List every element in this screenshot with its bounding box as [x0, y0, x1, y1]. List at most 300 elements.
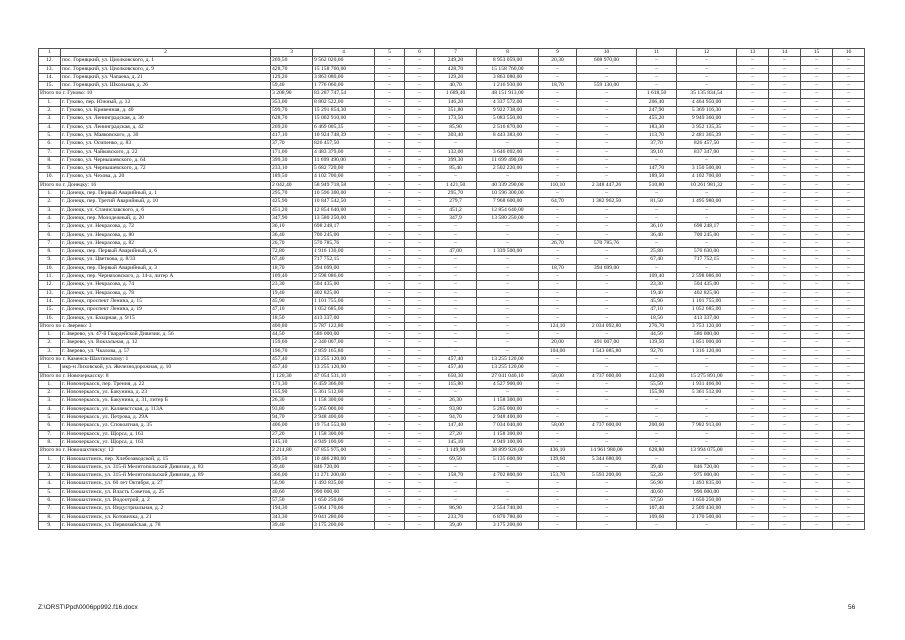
value-cell: 147,40 [435, 422, 477, 430]
value-cell: – [577, 73, 637, 81]
value-cell: – [801, 306, 833, 314]
value-cell: 413 337,00 [313, 314, 375, 322]
value-cell: – [637, 397, 677, 405]
value-cell: – [801, 405, 833, 413]
address-cell: г. Гуково, ул. Чехова, д. 20 [61, 173, 271, 181]
subtotal-cell: 2 214,80 [271, 447, 313, 455]
value-cell: 4 949 100,00 [477, 438, 539, 446]
value-cell: – [769, 505, 801, 513]
table-row [39, 82, 865, 90]
value-cell: – [737, 480, 769, 488]
value-cell: – [405, 115, 435, 123]
row-number: 3. [39, 397, 61, 405]
value-cell: – [539, 206, 577, 214]
value-cell: – [375, 123, 405, 131]
value-cell: 18,50 [637, 314, 677, 322]
value-cell: – [435, 347, 477, 355]
value-cell: – [435, 239, 477, 247]
value-cell: – [375, 389, 405, 397]
value-cell: – [637, 521, 677, 529]
value-cell: – [801, 65, 833, 73]
value-cell: – [405, 57, 435, 65]
value-cell: 1 216 930,00 [477, 82, 539, 90]
value-cell: – [435, 297, 477, 305]
value-cell: – [375, 339, 405, 347]
subtotal-cell: – [801, 181, 833, 189]
value-cell: 717 752,15 [313, 256, 375, 264]
value-cell: – [769, 190, 801, 198]
value-cell: 183,30 [637, 123, 677, 131]
value-cell: – [677, 455, 737, 463]
value-cell: 11 271 200,00 [313, 472, 375, 480]
value-cell: – [577, 438, 637, 446]
value-cell: 1 101 755,00 [313, 297, 375, 305]
value-cell: 85,40 [435, 165, 477, 173]
subtotal-cell: 83 287 747,54 [313, 90, 375, 98]
value-cell: – [769, 455, 801, 463]
value-cell: – [539, 306, 577, 314]
subtotal-cell: 14 961 980,00 [577, 447, 637, 455]
row-number: 2. [39, 389, 61, 397]
value-cell: – [769, 339, 801, 347]
address-cell: г. Зверево, ул. Чкалова, д. 57 [61, 347, 271, 355]
subtotal-cell: – [677, 355, 737, 363]
value-cell: – [375, 256, 405, 264]
value-cell: – [677, 57, 737, 65]
value-cell: 37,70 [637, 140, 677, 148]
value-cell: 94,70 [271, 414, 313, 422]
value-cell: – [769, 281, 801, 289]
value-cell: – [405, 289, 435, 297]
value-cell: 608 970,00 [577, 57, 637, 65]
row-number: 8. [39, 513, 61, 521]
value-cell: – [375, 173, 405, 181]
value-cell: – [637, 57, 677, 65]
value-cell: 39,40 [637, 463, 677, 471]
value-cell: 451,2 [435, 206, 477, 214]
value-cell: – [477, 389, 539, 397]
value-cell: – [833, 107, 865, 115]
file-path-footer: Z:\ORST\Ppd\0006pp992.f16.docx [38, 604, 138, 611]
value-cell: – [801, 148, 833, 156]
value-cell: – [577, 463, 637, 471]
row-number: 1. [39, 98, 61, 106]
value-cell: – [539, 488, 577, 496]
value-cell: – [577, 165, 637, 173]
value-cell: – [833, 306, 865, 314]
value-cell: – [769, 140, 801, 148]
value-cell: 5 064 170,00 [313, 505, 375, 513]
value-cell: – [577, 206, 637, 214]
address-cell: г. Новошахтинск, ул. 315-й Мелитопольской Дивизии, д. 83 [61, 463, 271, 471]
row-number: 7. [39, 239, 61, 247]
value-cell: 10 596 300,00 [313, 190, 375, 198]
subtotal-cell: 276,70 [637, 322, 677, 330]
value-cell: – [801, 140, 833, 148]
value-cell: – [405, 281, 435, 289]
value-cell: – [677, 190, 737, 198]
value-cell: – [539, 140, 577, 148]
value-cell: – [801, 331, 833, 339]
subtotal-row [39, 372, 865, 380]
address-cell: г. Новошахтинск, ул. Индустриальная, д. 2 [61, 505, 271, 513]
value-cell: – [737, 123, 769, 131]
value-cell: – [405, 73, 435, 81]
value-cell: 23,30 [271, 281, 313, 289]
value-cell: – [801, 264, 833, 272]
value-cell: – [405, 422, 435, 430]
value-cell: – [375, 98, 405, 106]
value-cell: – [477, 289, 539, 297]
value-cell: – [539, 65, 577, 73]
address-cell: г. Зверево, ул. 47-й Гвардейской Дивизии, д. 56 [61, 331, 271, 339]
table-row [39, 422, 865, 430]
value-cell: – [637, 364, 677, 372]
subtotal-label: Итого по г. Гуково: 10 [39, 90, 271, 98]
value-cell: 11 699 490,00 [477, 156, 539, 164]
subtotal-row [39, 90, 865, 98]
column-number-1: 1 [39, 49, 61, 57]
value-cell: – [577, 297, 637, 305]
subtotal-cell: – [769, 322, 801, 330]
value-cell: – [737, 513, 769, 521]
row-number: 11. [39, 273, 61, 281]
row-number: 8. [39, 438, 61, 446]
value-cell: – [737, 364, 769, 372]
value-cell: – [833, 331, 865, 339]
value-cell: – [677, 239, 737, 247]
address-cell: г. Новошахтинск, ул. 60 лет Октября, д. 27 [61, 480, 271, 488]
value-cell: – [577, 397, 637, 405]
value-cell: 700 245,00 [313, 231, 375, 239]
address-cell: г. Гуково, пер. Южный, д. 12 [61, 98, 271, 106]
value-cell: 26,70 [539, 239, 577, 247]
value-cell: – [375, 414, 405, 422]
value-cell: – [539, 98, 577, 106]
value-cell: – [435, 339, 477, 347]
subtotal-cell: – [801, 372, 833, 380]
value-cell: 8 802 522,00 [313, 98, 375, 106]
value-cell: – [769, 148, 801, 156]
subtotal-cell: – [737, 372, 769, 380]
value-cell: – [833, 239, 865, 247]
value-cell: – [737, 214, 769, 222]
value-cell: – [737, 140, 769, 148]
value-cell: 417,10 [271, 131, 313, 139]
value-cell: – [539, 480, 577, 488]
value-cell: – [833, 273, 865, 281]
value-cell: – [833, 115, 865, 123]
value-cell: 428,70 [435, 65, 477, 73]
value-cell: 5 135 600,00 [477, 455, 539, 463]
value-cell: 20,30 [539, 57, 577, 65]
table-row [39, 455, 865, 463]
value-cell: – [375, 65, 405, 73]
value-cell: – [769, 273, 801, 281]
value-cell: 628,70 [271, 115, 313, 123]
document-page [38, 48, 864, 530]
value-cell: – [539, 430, 577, 438]
subtotal-row [39, 181, 865, 189]
value-cell: – [769, 107, 801, 115]
value-cell: – [769, 488, 801, 496]
value-cell: – [637, 414, 677, 422]
table-row [39, 123, 865, 131]
row-number: 12. [39, 281, 61, 289]
value-cell: – [769, 497, 801, 505]
subtotal-cell: 124,10 [539, 322, 577, 330]
value-cell: – [833, 497, 865, 505]
value-cell: – [737, 148, 769, 156]
value-cell: 990 000,00 [677, 488, 737, 496]
value-cell: – [577, 331, 637, 339]
value-cell: 975 000,00 [677, 472, 737, 480]
table-row [39, 273, 865, 281]
value-cell: – [769, 397, 801, 405]
row-number: 5. [39, 223, 61, 231]
value-cell: – [769, 331, 801, 339]
subtotal-cell: 510,80 [637, 181, 677, 189]
subtotal-cell: – [769, 90, 801, 98]
address-cell: пос. Горняцкий, ул. Циолковского, д. 1 [61, 57, 271, 65]
value-cell: – [375, 115, 405, 123]
value-cell: 81,50 [637, 198, 677, 206]
column-number-13: 13 [737, 49, 769, 57]
value-cell: 1 101 755,00 [677, 297, 737, 305]
value-cell: 200,60 [637, 422, 677, 430]
value-cell: – [435, 281, 477, 289]
subtotal-cell: – [833, 322, 865, 330]
value-cell: – [801, 131, 833, 139]
value-cell: 1 543 085,80 [577, 347, 637, 355]
value-cell: 2 170 500,00 [677, 513, 737, 521]
value-cell: 57,50 [271, 497, 313, 505]
table-row [39, 140, 865, 148]
value-cell: – [435, 223, 477, 231]
value-cell: 295,70 [271, 190, 313, 198]
value-cell: – [801, 513, 833, 521]
value-cell: – [539, 397, 577, 405]
value-cell: 23,30 [637, 281, 677, 289]
value-cell: 92,70 [637, 347, 677, 355]
value-cell: – [405, 397, 435, 405]
value-cell: – [833, 488, 865, 496]
value-cell: – [637, 82, 677, 90]
subtotal-cell: 13 994 075,00 [677, 447, 737, 455]
value-cell: – [833, 297, 865, 305]
address-cell: г. Новочеркасск, ул. Бакунина, д. 31, литер Б [61, 397, 271, 405]
value-cell: – [801, 206, 833, 214]
value-cell: 145,10 [435, 438, 477, 446]
subtotal-label: Итого по г. Новочеркасску: 8 [39, 372, 271, 380]
value-cell: – [737, 198, 769, 206]
value-cell: – [769, 414, 801, 422]
column-number-6: 6 [405, 49, 435, 57]
value-cell: 36,40 [637, 231, 677, 239]
value-cell: – [577, 405, 637, 413]
value-cell: – [435, 256, 477, 264]
subtotal-label: Итого по г. Новошахтинску: 12 [39, 447, 271, 455]
row-number: 2. [39, 463, 61, 471]
value-cell: 2 948 400,00 [313, 414, 375, 422]
value-cell: – [375, 190, 405, 198]
subtotal-cell: – [833, 447, 865, 455]
value-cell: – [737, 264, 769, 272]
value-cell: – [375, 198, 405, 206]
value-cell: 173,50 [435, 115, 477, 123]
value-cell: – [477, 223, 539, 231]
value-cell: – [801, 289, 833, 297]
value-cell: – [539, 248, 577, 256]
value-cell: 45,90 [271, 297, 313, 305]
value-cell: – [539, 497, 577, 505]
subtotal-cell: 38 899 926,00 [477, 447, 539, 455]
address-cell: г. Новочеркасск, ул. Каляевстская, д. 113А [61, 405, 271, 413]
value-cell: – [677, 264, 737, 272]
value-cell: 7 968 600,00 [477, 198, 539, 206]
value-cell: – [769, 306, 801, 314]
value-cell: – [577, 414, 637, 422]
value-cell: 155,90 [271, 389, 313, 397]
value-cell: – [539, 281, 577, 289]
subtotal-cell: 1 120,30 [271, 372, 313, 380]
value-cell: – [833, 198, 865, 206]
value-cell: 9 922 738,00 [477, 107, 539, 115]
value-cell: – [577, 256, 637, 264]
value-cell: – [405, 131, 435, 139]
value-cell: – [801, 123, 833, 131]
value-cell: – [833, 414, 865, 422]
value-cell: 37,70 [271, 140, 313, 148]
table-row [39, 289, 865, 297]
value-cell: 18,70 [539, 82, 577, 90]
value-cell: – [577, 173, 637, 181]
value-cell: 36,40 [271, 231, 313, 239]
value-cell: – [405, 414, 435, 422]
address-cell: г. Новочеркасск, ул. Петрова, д. 29А [61, 414, 271, 422]
value-cell: 1 493 835,00 [313, 480, 375, 488]
value-cell: 115,80 [435, 380, 477, 388]
value-cell: 20,00 [539, 339, 577, 347]
value-cell: – [405, 107, 435, 115]
value-cell: – [637, 206, 677, 214]
row-number: 3. [39, 472, 61, 480]
value-cell: 5 361 512,00 [677, 389, 737, 397]
row-number: 2. [39, 339, 61, 347]
value-cell: – [769, 206, 801, 214]
value-cell: – [435, 231, 477, 239]
value-cell: 13 255 120,00 [477, 364, 539, 372]
value-cell: – [801, 364, 833, 372]
value-cell: – [737, 206, 769, 214]
subtotal-row [39, 355, 865, 363]
value-cell: – [737, 331, 769, 339]
row-number: 13. [39, 65, 61, 73]
value-cell: – [375, 422, 405, 430]
row-number: 3. [39, 347, 61, 355]
value-cell: – [769, 347, 801, 355]
value-cell: – [801, 281, 833, 289]
value-cell: 25,80 [637, 248, 677, 256]
table-row [39, 198, 865, 206]
value-cell: – [737, 314, 769, 322]
value-cell: – [801, 480, 833, 488]
value-cell: – [769, 438, 801, 446]
value-cell: – [801, 380, 833, 388]
value-cell: – [737, 306, 769, 314]
value-cell: 559 130,00 [577, 82, 637, 90]
address-cell: г. Новошахтинск, ул. Первомайская, д. 78 [61, 521, 271, 529]
value-cell: – [801, 521, 833, 529]
subtotal-cell: 58 949 718,58 [313, 181, 375, 189]
value-cell: – [477, 347, 539, 355]
value-cell: – [769, 513, 801, 521]
table-row [39, 497, 865, 505]
value-cell: – [405, 347, 435, 355]
value-cell: 13 580 250,00 [313, 214, 375, 222]
value-cell: 1 931 466,00 [677, 380, 737, 388]
column-number-8: 8 [477, 49, 539, 57]
value-cell: – [375, 273, 405, 281]
value-cell: 52,20 [637, 472, 677, 480]
value-cell: 413 337,00 [677, 314, 737, 322]
value-cell: 570 785,76 [577, 239, 637, 247]
value-cell: 4 337 572,00 [477, 98, 539, 106]
value-cell: – [405, 306, 435, 314]
value-cell: – [769, 463, 801, 471]
subtotal-cell: – [577, 355, 637, 363]
table-row [39, 231, 865, 239]
value-cell: 2 859 165,80 [313, 347, 375, 355]
subtotal-cell: 1 618,50 [637, 90, 677, 98]
table-row [39, 339, 865, 347]
address-cell: г. Гуково, ул. Чернышевского, д. 72 [61, 165, 271, 173]
value-cell: 158,70 [435, 472, 477, 480]
value-cell: 67,40 [637, 256, 677, 264]
value-cell: – [801, 239, 833, 247]
row-number: 2. [39, 107, 61, 115]
value-cell: 586 000,00 [313, 331, 375, 339]
subtotal-cell: 400,80 [271, 322, 313, 330]
value-cell: 2 598 086,00 [677, 273, 737, 281]
value-cell: – [435, 314, 477, 322]
value-cell: – [833, 214, 865, 222]
value-cell: – [737, 73, 769, 81]
value-cell: 837 347,00 [677, 148, 737, 156]
value-cell: – [477, 264, 539, 272]
address-cell: г. Донецк, ул. Цветкова, д. 8/33 [61, 256, 271, 264]
value-cell: – [769, 239, 801, 247]
value-cell: – [405, 488, 435, 496]
value-cell: – [477, 314, 539, 322]
value-cell: – [677, 73, 737, 81]
value-cell: 47,10 [271, 306, 313, 314]
value-cell: – [833, 472, 865, 480]
address-cell: г. Гуково, ул. Маяковского, д. 30 [61, 131, 271, 139]
value-cell: – [539, 73, 577, 81]
row-number: 5. [39, 131, 61, 139]
value-cell: – [737, 397, 769, 405]
value-cell: – [801, 273, 833, 281]
value-cell: 4 737 600,00 [577, 422, 637, 430]
value-cell: 698 248,17 [313, 223, 375, 231]
value-cell: – [375, 131, 405, 139]
value-cell: – [737, 405, 769, 413]
value-cell: – [801, 314, 833, 322]
table-row [39, 389, 865, 397]
address-cell: г. Новочеркасск, пер. Трения, д. 22 [61, 380, 271, 388]
value-cell: – [677, 364, 737, 372]
